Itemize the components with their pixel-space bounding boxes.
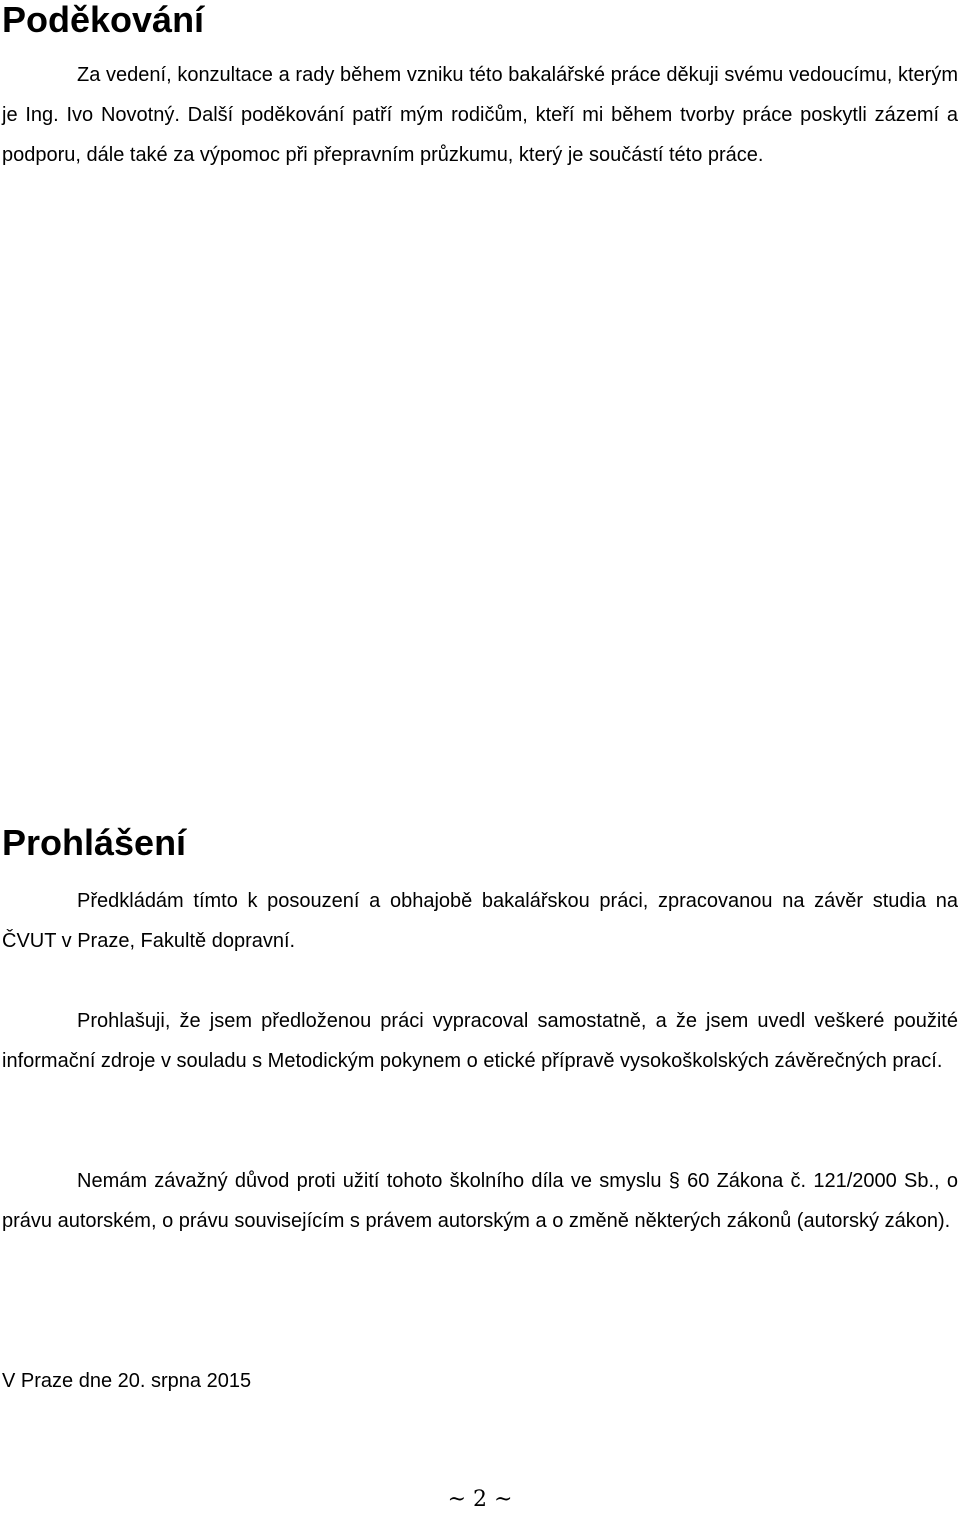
- declaration-paragraph-copyright: Nemám závažný důvod proti užití tohoto školního díla ve smyslu § 60 Zákona č. 121/2000 Sb., o právu autorském, o právu souvisejícím s právem autorským a o změně některých zákonů (autorský zákon).: [2, 1170, 958, 1232]
- declaration-paragraph-originality: Prohlašuji, že jsem předloženou práci vypracoval samostatně, a že jsem uvedl veškeré použité informační zdroje v souladu s Metodickým pokynem o etické přípravě vysokoškolských závěrečných prací.: [2, 1010, 958, 1072]
- place-and-date: V Praze dne 20. srpna 2015: [2, 1370, 252, 1392]
- declaration-paragraph-submission: Předkládám tímto k posouzení a obhajobě bakalářskou práci, zpracovanou na závěr studia na ČVUT v Praze, Fakultě dopravní.: [2, 890, 958, 952]
- acknowledgement-paragraph: Za vedení, konzultace a rady během vzniku této bakalářské práce děkuji svému vedoucímu, kterým je Ing. Ivo Novotný. Další poděkování patří mým rodičům, kteří mi během tvorby práce poskytli zázemí a podporu, dále také za výpomoc při přepravním průzkumu, který je součástí této práce.: [2, 64, 958, 166]
- declaration-heading: Prohlášení: [2, 822, 187, 863]
- acknowledgement-heading: Poděkování: [2, 0, 205, 40]
- page-number: ~ 2 ~: [447, 1487, 513, 1512]
